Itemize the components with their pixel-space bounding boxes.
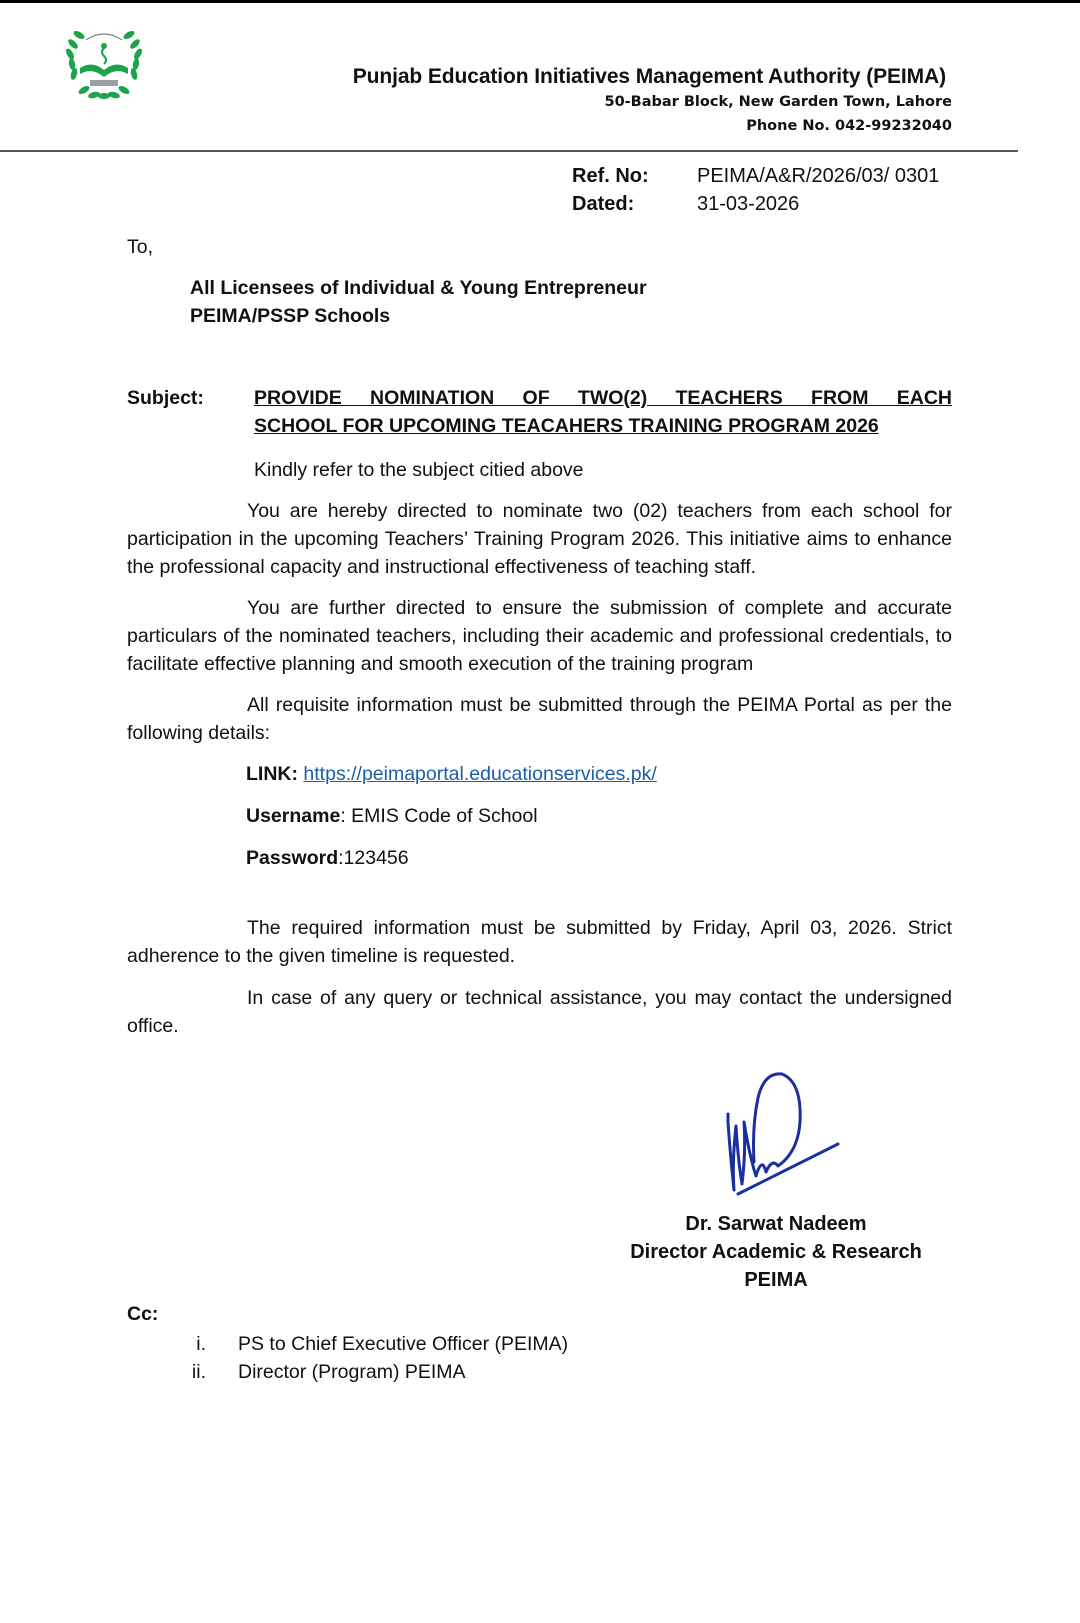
cc-label: Cc: — [127, 1303, 159, 1325]
portal-link-row — [246, 760, 657, 788]
date-value: 31-03-2026 — [697, 193, 800, 215]
subject-label: Subject: — [127, 387, 204, 409]
org-address: 50-Babar Block, New Garden Town, Lahore — [604, 94, 952, 110]
paragraph-4: The required information must be submitted by Friday, April 03, 2026. Strict adherence to the given timeline is requested. — [127, 917, 952, 967]
subject-text — [254, 384, 952, 440]
username-row — [246, 802, 538, 830]
portal-link[interactable]: https://peimaportal.educationservices.pk/ — [303, 763, 657, 785]
paragraph-5: In case of any query or technical assistance, you may contact the undersigned office. — [127, 987, 952, 1037]
ref-number: PEIMA/A&R/2026/03/ 0301 — [697, 165, 940, 187]
paragraph-1: You are hereby directed to nominate two (02) teachers from each school for participation in the upcoming Teachers’ Training Program 2026. This initiative aims to enhance the professional capacity and instructional effectiveness of teaching staff. — [127, 500, 952, 578]
refer-line: Kindly refer to the subject citied above — [254, 459, 584, 481]
cc-item: Director (Program) PEIMA — [238, 1361, 466, 1383]
cc-item-number: i. — [196, 1333, 206, 1355]
peima-logo-icon — [62, 24, 146, 104]
top-border — [0, 0, 1080, 3]
addressee-line-2: PEIMA/PSSP Schools — [190, 305, 391, 327]
username-label: Username — [246, 805, 341, 827]
subject-line-2: SCHOOL FOR UPCOMING TEACAHERS TRAINING PROGRAM 2026 — [254, 415, 879, 437]
paragraph-2: You are further directed to ensure the submission of complete and accurate particulars of the nominated teachers, including their academic and professional credentials, to facilitate effective planning and smooth execution of the training program — [127, 597, 952, 675]
date-label: Dated: — [572, 193, 635, 215]
signatory-block — [600, 1210, 952, 1294]
subject-line-1: PROVIDE NOMINATION OF TWO(2) TEACHERS FROM EACH — [254, 387, 952, 409]
org-phone: Phone No. 042-99232040 — [746, 118, 952, 134]
signatory-name: Dr. Sarwat Nadeem — [685, 1213, 867, 1235]
addressee-line-1: All Licensees of Individual & Young Entrepreneur — [190, 277, 647, 299]
link-label: LINK: — [246, 763, 298, 785]
username-value: : EMIS Code of School — [340, 805, 538, 827]
cc-item: PS to Chief Executive Officer (PEIMA) — [238, 1333, 569, 1355]
signature-icon — [720, 1072, 860, 1202]
signatory-org: PEIMA — [744, 1269, 808, 1291]
header-divider — [0, 150, 1018, 152]
paragraph-3: All requisite information must be submitted through the PEIMA Portal as per the following details: — [127, 694, 952, 744]
password-row — [246, 844, 409, 872]
ref-label: Ref. No: — [572, 165, 649, 187]
org-name: Punjab Education Initiatives Management Authority (PEIMA) — [352, 65, 946, 88]
signatory-title: Director Academic & Research — [630, 1241, 922, 1263]
salutation: To, — [127, 236, 154, 258]
password-label: Password — [246, 847, 339, 869]
password-value: :123456 — [338, 847, 409, 869]
cc-item-number: ii. — [191, 1361, 206, 1383]
